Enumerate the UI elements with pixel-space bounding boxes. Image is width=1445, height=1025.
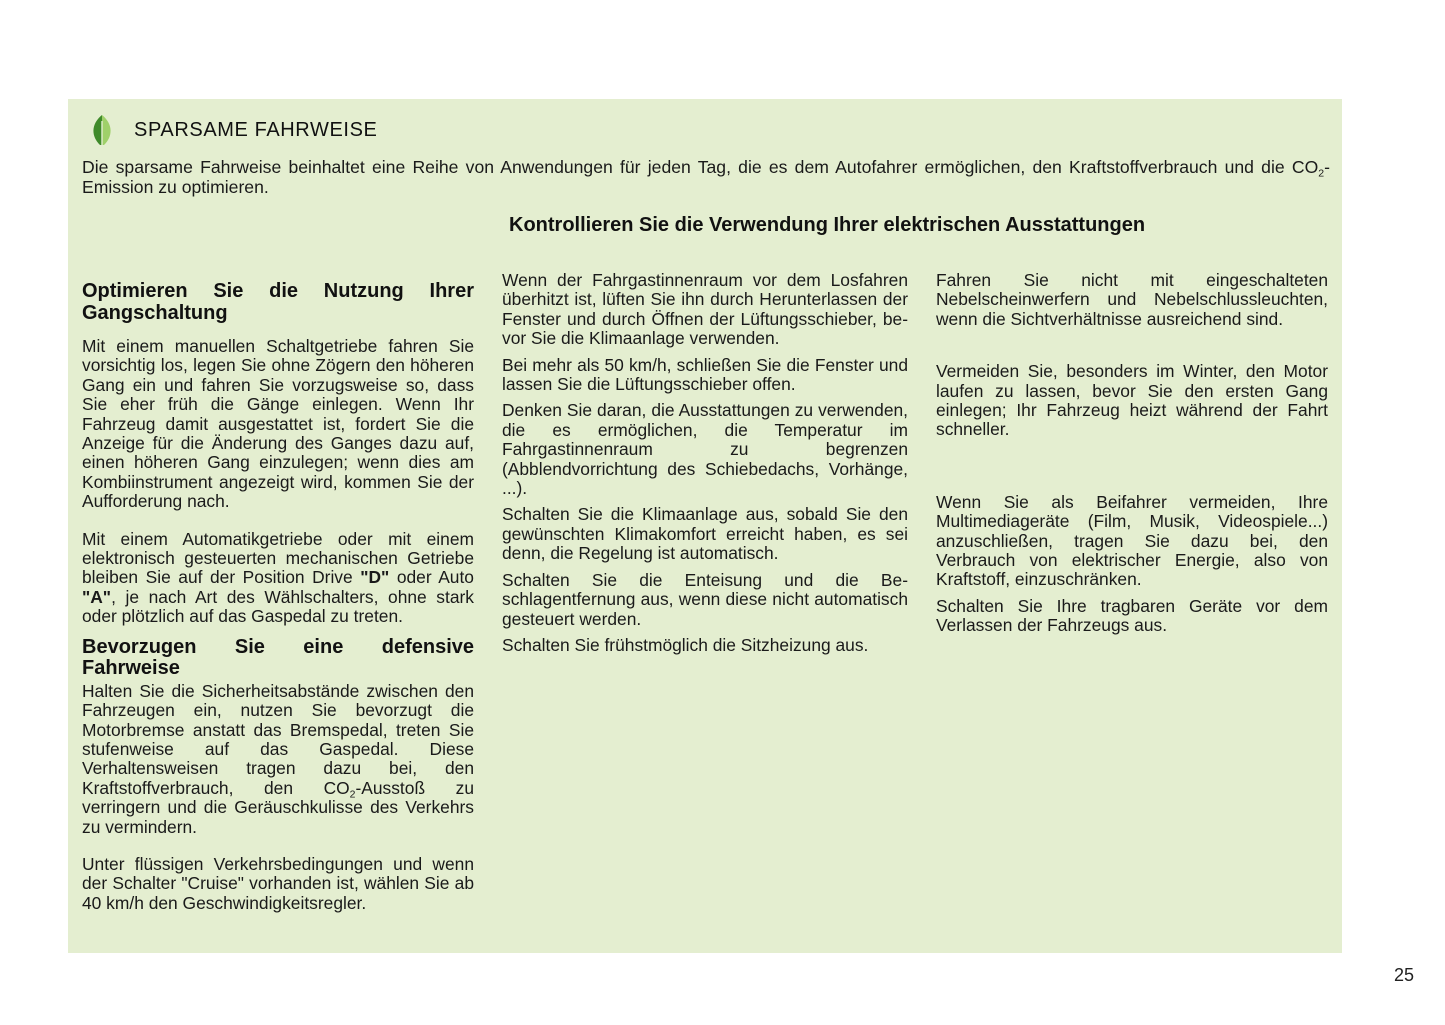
paragraph-safety-distance: Halten Sie die Sicherheitsabstände zwischen den Fahrzeugen ein, nutzen Sie bevorzugt die Motorbremse anstatt das Bremspedal, treten Sie stufenweise auf das Gaspedal. Diese Verhaltensweisen tragen dazu bei, den Kraftstoffverbrauch, den $CO_2$-Ausstoß zu verringern und die Geräuschkulisse des Verkehrs zu vermindern. bbox=[82, 680, 474, 837]
heading-electrical-equipment: Kontrollieren Sie die Verwendung Ihrer elektrischen Ausstattungen bbox=[509, 214, 1146, 236]
paragraph-portable-devices: Schalten Sie Ihre tragbaren Geräte vor dem Verlassen der Fahrzeugs aus. bbox=[936, 595, 1328, 636]
paragraph-automatic-gearbox: Mit einem Automatikgetriebe oder mit einem elektronisch gesteuerten mechanischen Getriebe bleiben Sie auf der Position Drive "D" oder Auto "A", je nach Art des Wählschalters, ohne stark oder plötzlich auf das Gaspedal zu treten. bbox=[82, 528, 474, 627]
paragraph-ventilation: Wenn der Fahrgastinnenraum vor dem Losfahren überhitzt ist, lüften Sie ihn durch Herunterlassen der Fenster und durch Öffnen der Lüftungsschieber, bevor Sie die Klimaanlage verwenden. bbox=[502, 270, 908, 349]
column-left bbox=[82, 281, 474, 920]
leaf-icon bbox=[88, 113, 116, 147]
paragraph-seat-heating: Schalten Sie frühstmöglich die Sitzheizung aus. bbox=[502, 634, 869, 655]
intro-paragraph: Die sparsame Fahrweise beinhaltet eine Reihe von Anwendungen für jeden Tag, die es dem Autofahrer ermöglichen, den Kraftstoffverbrauch und die $CO_2$-Emission zu optimieren. bbox=[82, 157, 1330, 197]
column-right bbox=[936, 271, 1328, 643]
paragraph-manual-gearbox: Mit einem manuellen Schaltgetriebe fahren Sie vorsichtig los, legen Sie ohne Zögern den höheren Gang ein und fahren Sie vorzugsweise so, dass Sie eher früh die Gänge einlegen. Wenn Ihr Fahrzeug damit ausgestattet ist, fordert Sie die Anzeige für die Änderung des Ganges dazu auf, einen höheren Gang einzulegen; wenn dies am Kombiinstrument angezeigt wird, kommen Sie der Aufforderung nach. bbox=[82, 336, 474, 512]
paragraph-multimedia: Wenn Sie als Beifahrer vermeiden, Ihre Multimediageräte (Film, Musik, Videospiele...) anzuschließen, tragen Sie dazu bei, den Verbrauch von elektrischer Energie, also von Kraftstoff, einzuschränken. bbox=[936, 491, 1328, 590]
section-title: SPARSAME FAHRWEISE bbox=[134, 118, 378, 141]
column-middle bbox=[502, 271, 908, 662]
paragraph-fog-lights: Fahren Sie nicht mit eingeschalteten Nebelscheinwerfern und Nebelschlussleuchten, wenn die Sichtverhältnisse ausreichend sind. bbox=[936, 270, 1328, 329]
section-header bbox=[88, 113, 377, 147]
paragraph-cruise-control: Unter flüssigen Verkehrsbedingungen und wenn der Schalter "Cruise" vorhanden ist, wählen Sie ab 40 km/h den Geschwindigkeitsregler. bbox=[82, 853, 474, 913]
paragraph-windows: Bei mehr als 50 km/h, schließen Sie die Fenster und lassen Sie die Lüftungsschieber offen. bbox=[502, 354, 908, 395]
paragraph-air-conditioning: Schalten Sie die Klimaanlage aus, sobald Sie den gewünschten Klimakomfort erreicht haben, es sei denn, die Regelung ist automatisch. bbox=[502, 504, 908, 564]
heading-defensive-driving: Bevorzugen Sie eine defensive Fahrweise bbox=[82, 635, 474, 680]
heading-gear-usage: Optimieren Sie die Nutzung Ihrer Gangschaltung bbox=[82, 280, 474, 324]
paragraph-defrost: Schalten Sie die Enteisung und die Beschlagentfernung aus, wenn diese nicht automatisch gesteuert werden. bbox=[502, 569, 908, 629]
paragraph-temperature: Denken Sie daran, die Ausstattungen zu verwenden, die es ermöglichen, die Temperatur im Fahrgastinnenraum zu begrenzen (Abblendvorrichtung des Schiebedachs, Vorhänge, ...). bbox=[502, 400, 908, 499]
eco-driving-panel bbox=[68, 99, 1342, 953]
paragraph-engine-idle: Vermeiden Sie, besonders im Winter, den Motor laufen zu lassen, bevor Sie den ersten Gang einlegen; Ihr Fahrzeug heizt während der Fahrt schneller. bbox=[936, 361, 1328, 440]
page-number: 25 bbox=[1394, 965, 1415, 985]
